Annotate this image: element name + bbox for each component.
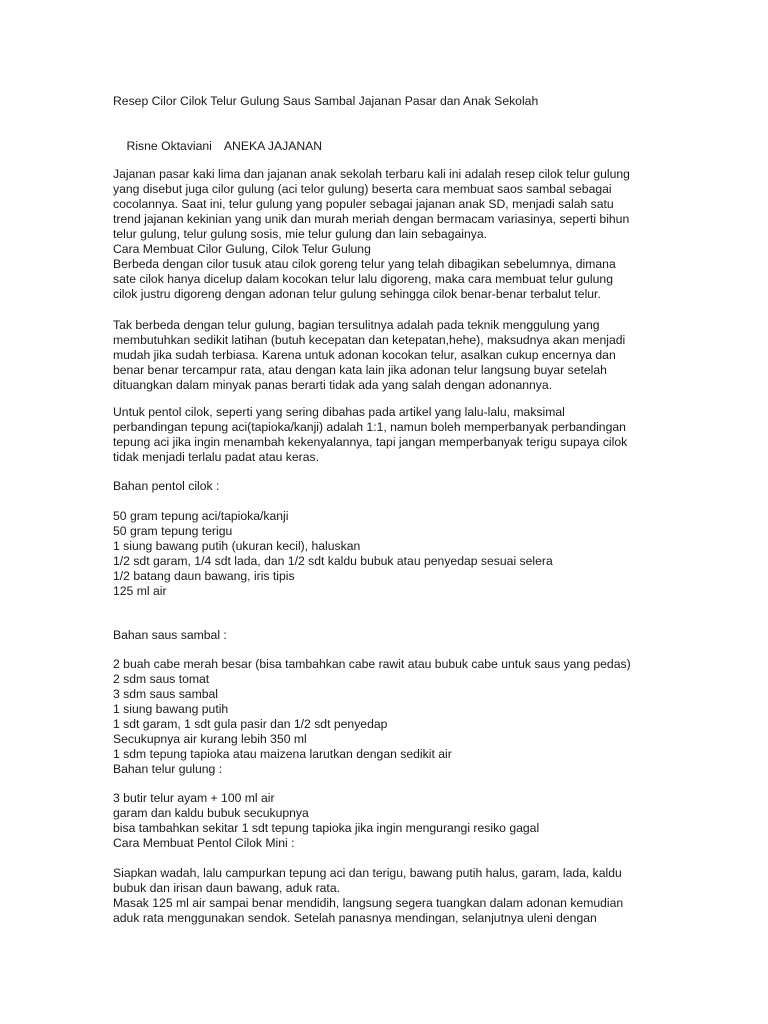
list-item: 2 buah cabe merah besar (bisa tambahkan cabe rawit atau bubuk cabe untuk saus yang pedas) [113, 657, 631, 671]
text-line: sate cilok hanya dicelup dalam kocokan telur lalu digoreng, maka cara membuat telur gulung [113, 272, 613, 286]
text-line: aduk rata menggunakan sendok. Setelah panasnya mendingan, selanjutnya uleni dengan [113, 911, 597, 925]
bahan-saus-heading: Bahan saus sambal : [113, 628, 227, 642]
list-item: 2 sdm saus tomat [113, 672, 210, 686]
author-name: Risne Oktaviani [126, 139, 212, 153]
author-line [113, 124, 322, 169]
list-item: 50 gram tepung aci/tapioka/kanji [113, 509, 289, 523]
bahan-pentol-list [113, 509, 673, 599]
text-line: perbandingan tepung aci(tapioka/kanji) adalah 1:1, namun boleh memperbanyak perbandingan [113, 420, 626, 434]
category-label: ANEKA JAJANAN [223, 139, 323, 153]
document-title: Resep Cilor Cilok Telur Gulung Saus Sambal Jajanan Pasar dan Anak Sekolah [113, 94, 539, 108]
list-item: 50 gram tepung terigu [113, 524, 233, 538]
cara-pentol-paragraph [113, 866, 673, 926]
bahan-pentol-heading: Bahan pentol cilok : [113, 479, 220, 493]
text-line: Untuk pentol cilok, seperti yang sering dibahas pada artikel yang lalu-lalu, maksimal [113, 405, 565, 419]
text-line: tidak menjadi terlalu padat atau keras. [113, 450, 319, 464]
list-item: 1 sdm tepung tapioka atau maizena larutkan dengan sedikit air [113, 747, 452, 761]
list-item: 125 ml air [113, 584, 167, 598]
bahan-telur-list [113, 791, 673, 851]
text-line: Jajanan pasar kaki lima dan jajanan anak sekolah terbaru kali ini adalah resep cilok telur gulung [113, 167, 630, 181]
text-line: telur gulung, telur gulung sosis, mie telur gulung dan lain sebagainya. [113, 227, 487, 241]
section-heading: Cara Membuat Cilor Gulung, Cilok Telur Gulung [113, 242, 371, 256]
text-line: yang disebut juga cilor gulung (aci telor gulung) beserta cara membuat saos sambal sebagai [113, 182, 612, 196]
list-item: 1 sdt garam, 1 sdt gula pasir dan 1/2 sdt penyedap [113, 717, 388, 731]
text-line: dituangkan dalam minyak panas berarti tidak ada yang salah dengan adonannya. [113, 378, 553, 392]
section-heading: Bahan telur gulung : [113, 762, 223, 776]
list-item: 1/2 sdt garam, 1/4 sdt lada, dan 1/2 sdt kaldu bubuk atau penyedap sesuai selera [113, 554, 553, 568]
text-line: benar benar tercampur rata, atau dengan kata lain jika adonan telur langsung buyar setelah [113, 363, 607, 377]
list-item: 3 sdm saus sambal [113, 687, 218, 701]
list-item: 1 siung bawang putih [113, 702, 229, 716]
list-item: Secukupnya air kurang lebih 350 ml [113, 732, 307, 746]
text-line: membutuhkan sedikit latihan (butuh kecepatan dan ketepatan,hehe), maksudnya akan menjadi [113, 333, 626, 347]
text-line: cilok justru digoreng dengan adonan telur gulung sehingga cilok benar-benar terbalut telur. [113, 287, 601, 301]
paragraph-technique [113, 318, 673, 393]
list-item: 3 butir telur ayam + 100 ml air [113, 791, 275, 805]
list-item: bisa tambahkan sekitar 1 sdt tepung tapioka jika ingin mengurangi resiko gagal [113, 821, 540, 835]
bahan-saus-list [113, 657, 673, 777]
text-line: Masak 125 ml air sampai benar mendidih, langsung segera tuangkan dalam adonan kemudian [113, 896, 624, 910]
section-heading: Cara Membuat Pentol Cilok Mini : [113, 836, 295, 850]
paragraph-pentol [113, 405, 673, 465]
text-line: Tak berbeda dengan telur gulung, bagian tersulitnya adalah pada teknik menggulung yang [113, 318, 600, 332]
list-item: garam dan kaldu bubuk secukupnya [113, 806, 309, 820]
text-line: trend jajanan kekinian yang unik dan murah meriah dengan bermacam variasinya, seperti bihun [113, 212, 630, 226]
text-line: Berbeda dengan cilor tusuk atau cilok goreng telur yang telah dibagikan sebelumnya, dimana [113, 257, 616, 271]
list-item: 1 siung bawang putih (ukuran kecil), haluskan [113, 539, 361, 553]
text-line: mudah jika sudah terbiasa. Karena untuk adonan kocokan telur, asalkan cukup encernya dan [113, 348, 616, 362]
text-line: tepung aci jika ingin menambah kekenyalannya, tapi jangan memperbanyak terigu supaya cilok [113, 435, 628, 449]
list-item: 1/2 batang daun bawang, iris tipis [113, 569, 295, 583]
intro-paragraph [113, 167, 673, 302]
text-line: Siapkan wadah, lalu campurkan tepung aci dan terigu, bawang putih halus, garam, lada, kaldu [113, 866, 622, 880]
text-line: bubuk dan irisan daun bawang, aduk rata. [113, 881, 340, 895]
text-line: cocolannya. Saat ini, telur gulung yang populer sebagai jajanan anak SD, menjadi salah satu [113, 197, 614, 211]
